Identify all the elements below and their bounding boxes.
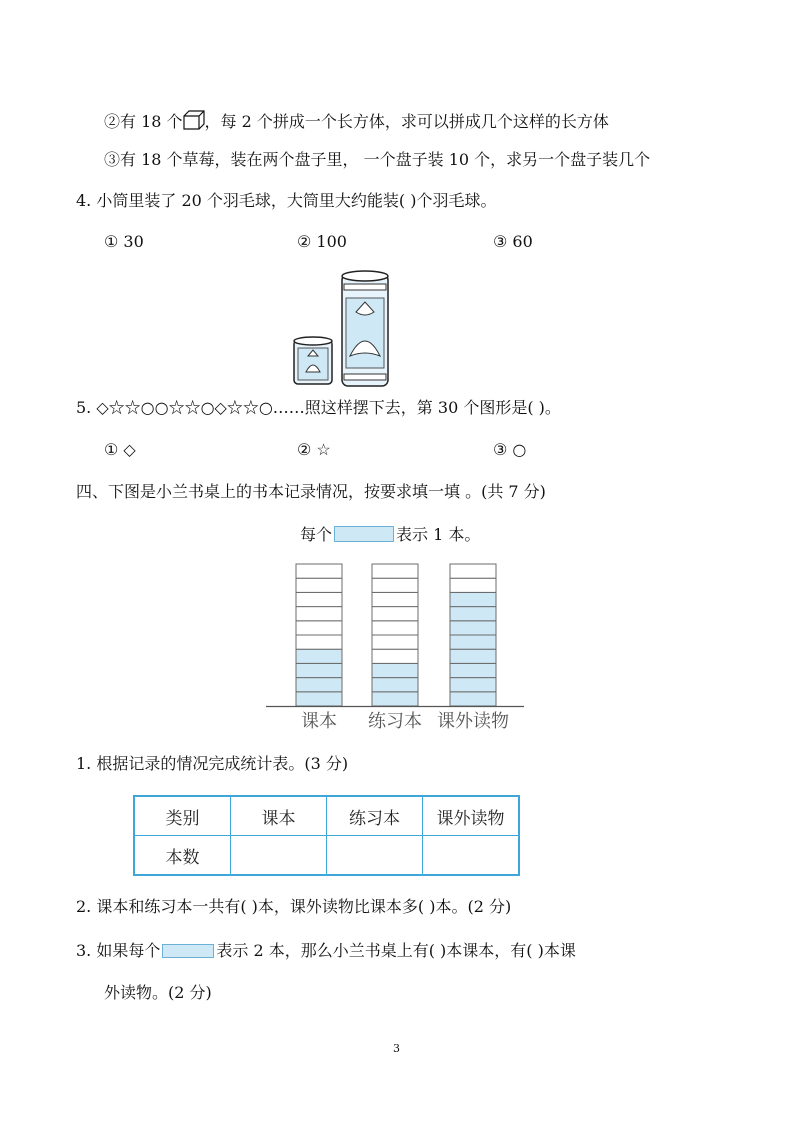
q5-option-1[interactable]: ① ◇ xyxy=(104,440,136,459)
book-count-chart xyxy=(260,560,530,735)
bar-cell-empty xyxy=(296,578,342,592)
bar-cell-filled xyxy=(450,592,496,606)
bar-cell-filled xyxy=(372,678,418,692)
bar-cell-empty xyxy=(372,578,418,592)
bar-2 xyxy=(450,564,496,706)
row-label-count: 本数 xyxy=(134,836,231,876)
chart-legend xyxy=(300,525,480,545)
q5-option-2[interactable]: ② ☆ xyxy=(297,440,331,459)
q5-option-3[interactable]: ③ ○ xyxy=(493,440,527,459)
header-cell-exercise-book: 练习本 xyxy=(327,796,423,836)
bar-cell-empty xyxy=(372,592,418,606)
answer-cell-exercise-book[interactable] xyxy=(327,836,423,876)
bar-cell-empty xyxy=(296,621,342,635)
legend-swatch xyxy=(334,526,394,542)
big-tube-icon xyxy=(342,271,388,386)
q3-text-before: 3. 如果每个 xyxy=(76,941,161,960)
category-label-2: 课外读物 xyxy=(437,711,509,732)
bar-cell-empty xyxy=(450,564,496,578)
bar-cell-filled xyxy=(450,621,496,635)
bar-cell-empty xyxy=(372,635,418,649)
bar-1 xyxy=(372,564,418,706)
shuttlecock-tubes-illustration xyxy=(286,266,396,390)
bar-cell-filled xyxy=(450,692,496,706)
bar-cell-empty xyxy=(372,607,418,621)
sub2-text-after: ，每 2 个拼成一个长方体，求可以拼成几个这样的长方体 xyxy=(204,112,609,131)
bar-cell-filled xyxy=(450,649,496,663)
bar-cell-empty xyxy=(372,649,418,663)
cube-icon xyxy=(183,110,205,135)
category-label-1: 练习本 xyxy=(368,711,422,732)
bar-cell-filled xyxy=(450,635,496,649)
bar-cell-filled xyxy=(450,663,496,677)
bar-cell-filled xyxy=(296,663,342,677)
sub2-text-before: ②有 18 个 xyxy=(104,112,183,131)
bar-cell-empty xyxy=(372,621,418,635)
page-number: 3 xyxy=(393,1042,400,1055)
question-3-stem xyxy=(76,941,576,961)
answer-cell-extra-reading[interactable] xyxy=(423,836,520,876)
answer-cell-textbook[interactable] xyxy=(231,836,327,876)
legend-text-after: 表示 1 本。 xyxy=(396,525,481,544)
bar-cell-empty xyxy=(450,578,496,592)
question-4-stem: 4. 小筒里装了 20 个羽毛球，大筒里大约能装( )个羽毛球。 xyxy=(76,191,497,210)
bar-cell-filled xyxy=(372,692,418,706)
legend-text-before: 每个 xyxy=(300,525,333,544)
category-label-0: 课本 xyxy=(301,711,337,732)
q4-option-2[interactable]: ② 100 xyxy=(297,232,347,251)
bar-cell-filled xyxy=(296,649,342,663)
bar-cell-filled xyxy=(372,663,418,677)
header-cell-category: 类别 xyxy=(134,796,231,836)
bar-cell-filled xyxy=(450,678,496,692)
section-4-title: 四、下图是小兰书桌上的书本记录情况，按要求填一填 。(共 7 分) xyxy=(76,482,546,501)
bar-0 xyxy=(296,564,342,706)
question-5-stem: 5. ◇☆☆○○☆☆○◇☆☆○……照这样摆下去，第 30 个图形是( )。 xyxy=(76,398,561,417)
bar-cell-empty xyxy=(372,564,418,578)
bar-cell-empty xyxy=(296,592,342,606)
bar-cell-empty xyxy=(296,564,342,578)
small-tube-icon xyxy=(294,337,332,384)
header-cell-textbook: 课本 xyxy=(231,796,327,836)
legend-swatch-small xyxy=(162,944,214,958)
bar-cell-empty xyxy=(296,607,342,621)
q3-text-after: 表示 2 本，那么小兰书桌上有( )本课本，有( )本课 xyxy=(216,941,576,960)
question-3-sub-2 xyxy=(104,110,609,135)
statistics-table xyxy=(133,795,520,876)
q4-option-1[interactable]: ① 30 xyxy=(104,232,144,251)
table-count-row xyxy=(134,836,519,876)
header-cell-extra-reading: 课外读物 xyxy=(423,796,520,836)
question-3-line-2: 外读物。(2 分) xyxy=(104,983,212,1002)
bar-cell-empty xyxy=(296,635,342,649)
table-header-row xyxy=(134,796,519,836)
bar-cell-filled xyxy=(296,678,342,692)
bar-cell-filled xyxy=(296,692,342,706)
question-3-sub-3: ③有 18 个草莓，装在两个盘子里， 一个盘子装 10 个，求另一个盘子装几个 xyxy=(104,150,651,169)
question-2-stem: 2. 课本和练习本一共有( )本，课外读物比课本多( )本。(2 分) xyxy=(76,897,512,916)
question-1-stem: 1. 根据记录的情况完成统计表。(3 分) xyxy=(76,754,349,773)
bar-cell-filled xyxy=(450,607,496,621)
q4-option-3[interactable]: ③ 60 xyxy=(493,232,533,251)
